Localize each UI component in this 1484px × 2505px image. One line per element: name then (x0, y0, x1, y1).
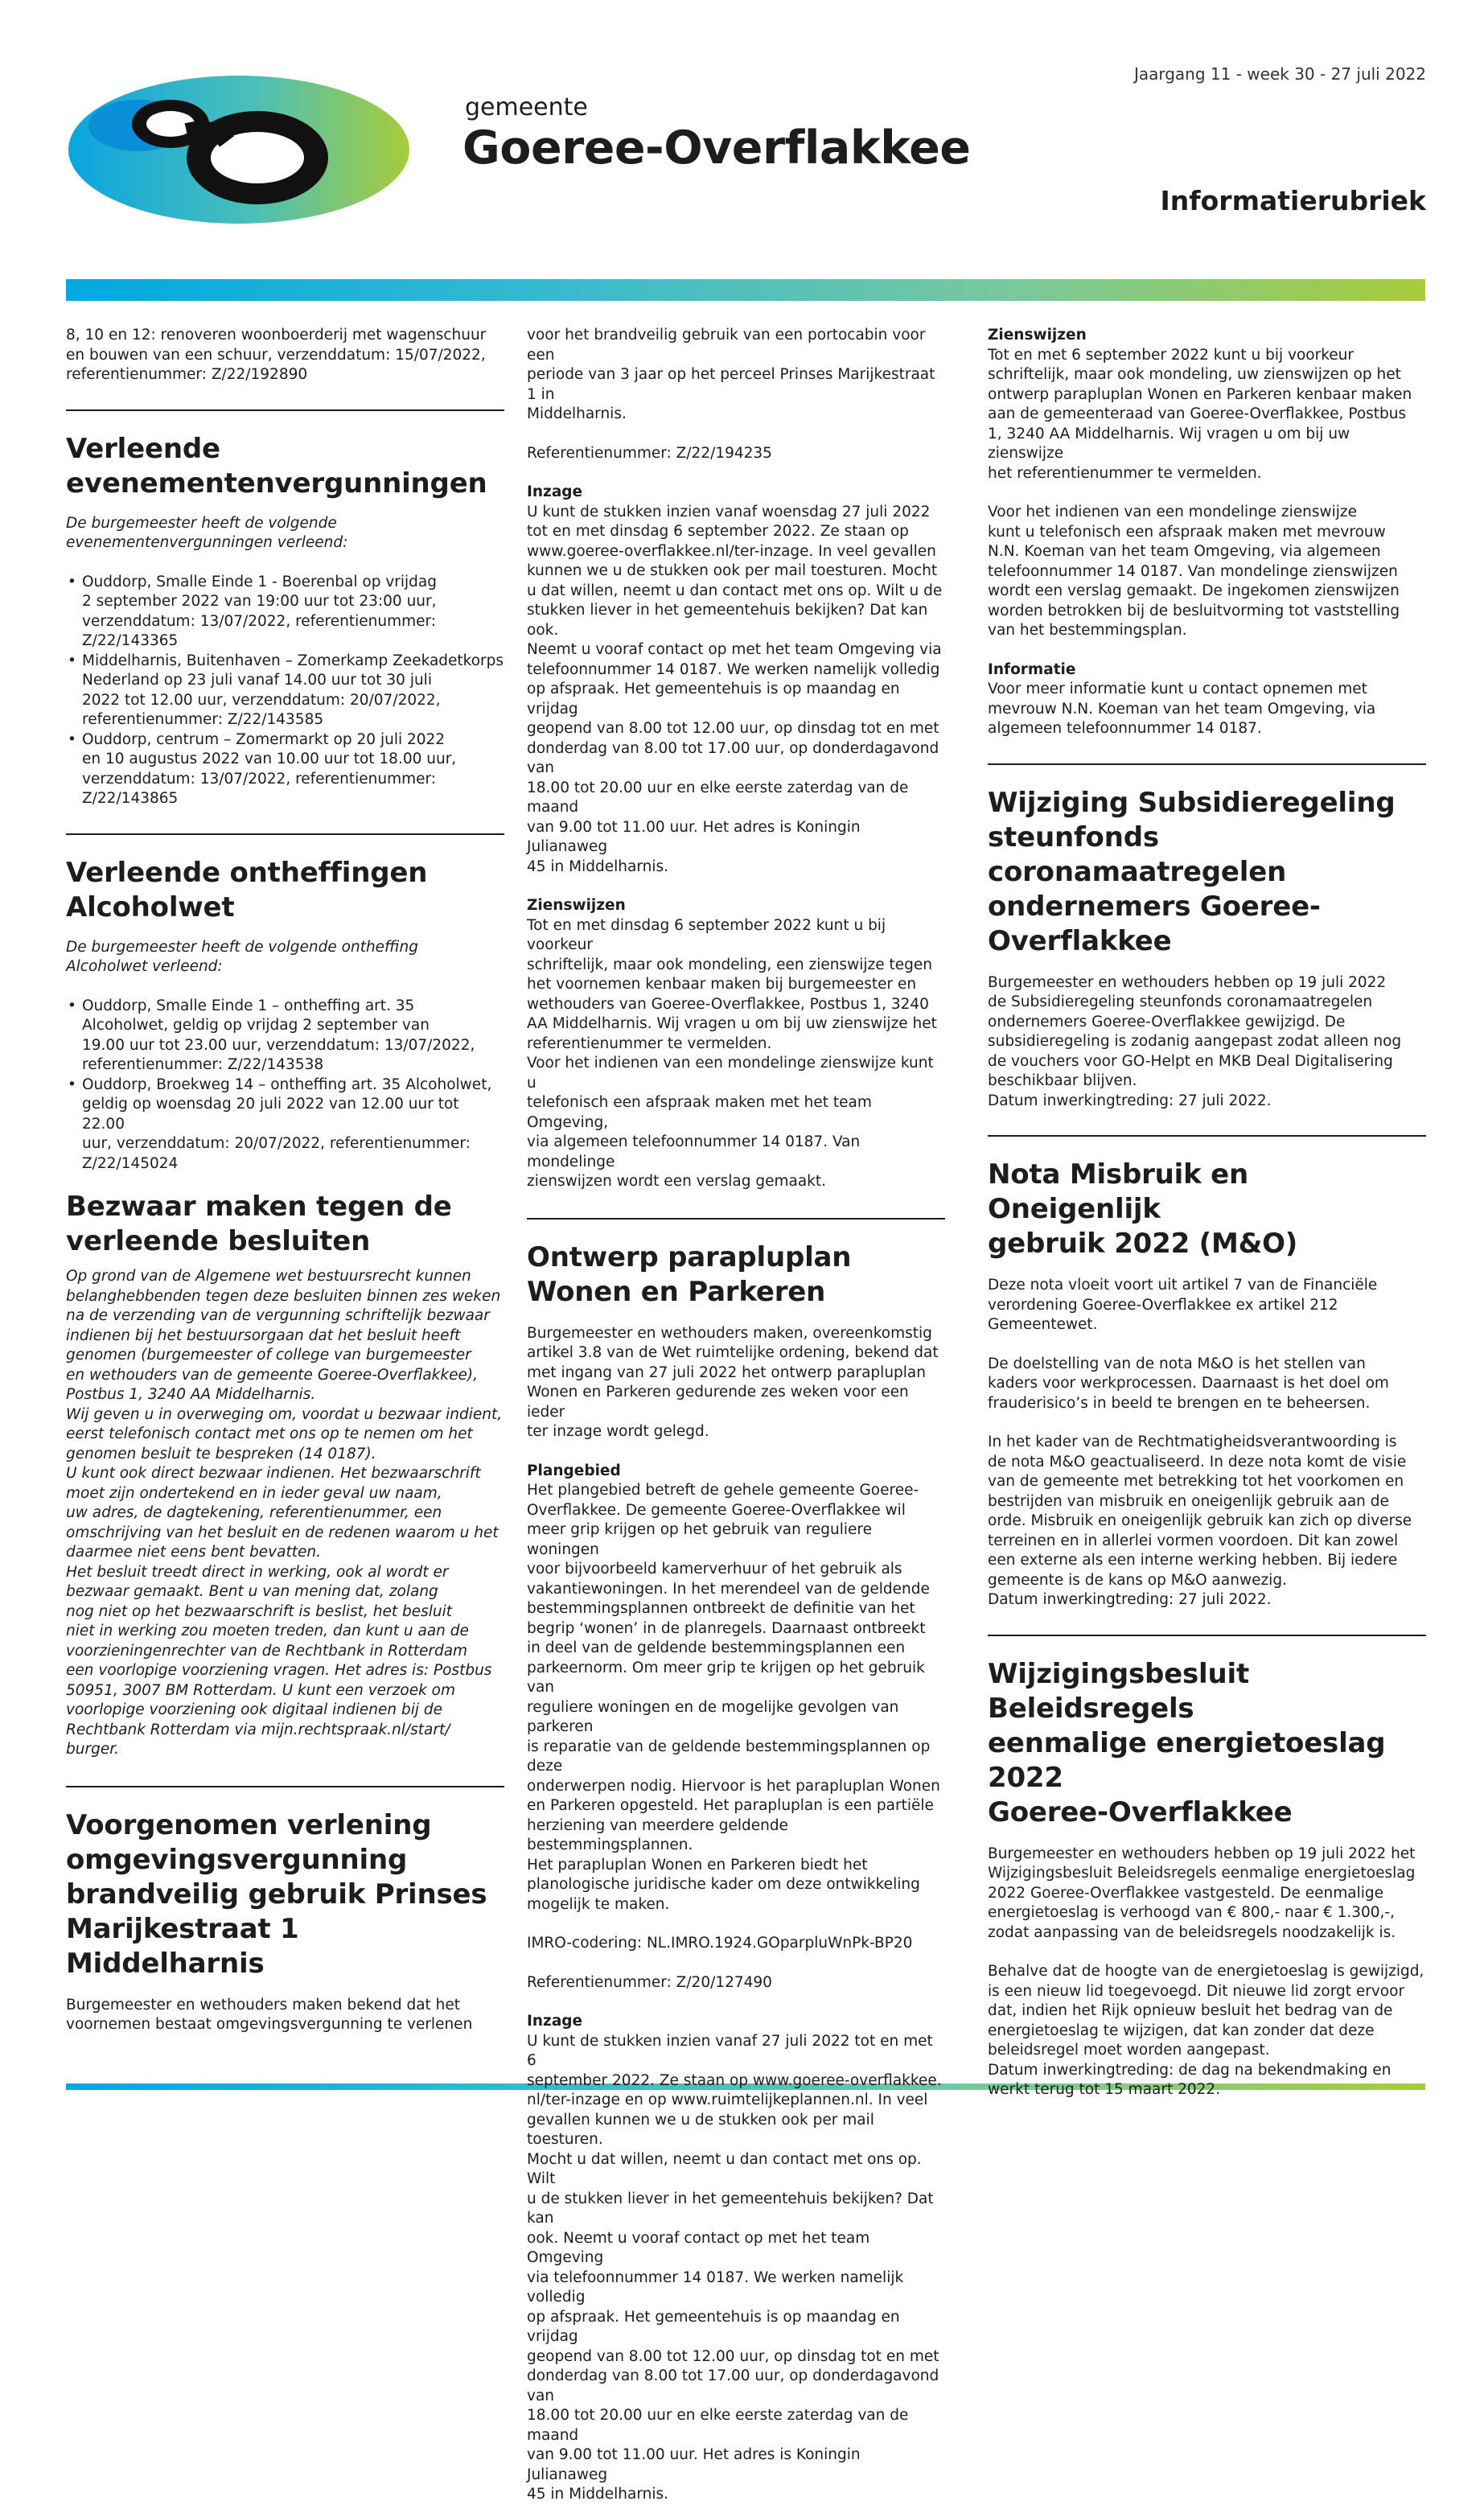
text-line: is een nieuw lid toegevoegd. Dit nieuwe lid zorgt ervoor (988, 1982, 1405, 2000)
reference-number: Referentienummer: Z/20/127490 (527, 1973, 772, 1991)
list-item: • Ouddorp, Smalle Einde 1 - Boerenbal op vrijdag 2 september 2022 van 19:00 uur tot 23:00 uur, verzenddatum: 13/07/2022, referentienummer: Z/22/143365 (82, 573, 504, 652)
section-title: eenmalige energietoeslag 2022 (988, 1726, 1386, 1794)
text-line: het voornemen kenbaar maken bij burgemeester en (527, 976, 917, 993)
text-line: van 9.00 tot 11.00 uur. Het adres is Koningin Julianaweg (527, 2446, 861, 2483)
text-line: terreinen en in allerlei vormen voordoen. Dit kan zowel (988, 1532, 1399, 1549)
nota-text (988, 1355, 1426, 1414)
text-line: kaders voor werkprocessen. Daarnaast is het doel om (988, 1375, 1389, 1392)
text-line: kunnen we u de stukken ook per mail toesturen. Mocht (527, 562, 938, 579)
text-line: een externe als een interne werking hebben. Bij iedere (988, 1552, 1398, 1569)
section-title: verleende besluiten (66, 1225, 371, 1257)
list-item: • Ouddorp, centrum – Zomermarkt op 20 juli 2022 en 10 augustus 2022 van 10.00 uur tot 18.00 uur, verzenddatum: 13/07/2022, referentienummer: Z/22/143865 (82, 730, 504, 809)
text-line: N.N. Koeman van het team Omgeving, via algemeen (988, 543, 1381, 560)
text-line: referentienummer: Z/22/192890 (66, 366, 308, 383)
text-line: in deel van de geldende bestemmingsplannen een (527, 1639, 906, 1656)
text-line: Burgemeester en wethouders hebben op 19 juli 2022 het (988, 1845, 1416, 1862)
section-title: Marijkestraat 1 Middelharnis (66, 1912, 299, 1980)
text-line: energietoeslag te wijzigen, dat kan zonder dat deze (988, 2022, 1375, 2039)
section-title: Nota Misbruik en Oneigenlijk (988, 1158, 1249, 1225)
text-line: telefoonnummer 14 0187. We werken namelijk volledig (527, 660, 940, 678)
text-line: onderwerpen nodig. Hiervoor is het parapluplan Wonen (527, 1777, 940, 1795)
text-line: moet zijn ondertekend en in ieder geval uw naam, (66, 1484, 442, 1502)
text-line: periode van 3 jaar op het perceel Prinses Marijkestraat 1 in (527, 366, 935, 403)
text-line: www.goeree-overflakkee.nl/ter-inzage. In veel gevallen (527, 542, 936, 560)
text-line: daarmee niet eens bent bevatten. (66, 1544, 321, 1561)
text-line: frauderisico’s in beeld te brengen en te beheersen. (988, 1394, 1371, 1412)
text-line: op afspraak. Het gemeentehuis is op maandag en vrijdag (527, 2308, 900, 2345)
text-line: Het besluit treedt direct in werking, ook al wordt er (66, 1563, 449, 1581)
text-line: beleidsregel moet worden aangepast. (988, 2042, 1270, 2059)
energie-text (988, 1962, 1426, 2100)
text-line: tot en met dinsdag 6 september 2022. Ze staan op (527, 523, 909, 540)
text-line: genomen besluit te bespreken (14 0187). (66, 1445, 376, 1462)
text-line: Overflakkee. De gemeente Goeree-Overflakkee wil (527, 1501, 906, 1519)
text-line: Burgemeester en wethouders hebben op 19 juli 2022 (988, 973, 1387, 991)
section-title: Bezwaar maken tegen de (66, 1191, 452, 1223)
bezwaar-body (66, 1267, 504, 1760)
text-line: zienswijzen wordt een verslag gemaakt. (527, 1173, 827, 1190)
text-line: stukken liever in het gemeentehuis bekijken? Dat kan ook. (527, 602, 928, 639)
text-line: via algemeen telefoonnummer 14 0187. Van mondelinge (527, 1133, 861, 1170)
text-line: mogelijk te maken. (527, 1895, 670, 1913)
section-title: Verleende (66, 432, 220, 465)
text-line: voor bijvoorbeeld kamerverhuur of het gebruik als (527, 1561, 902, 1577)
text-line: Postbus 1, 3240 AA Middelharnis. (66, 1386, 316, 1403)
text-line: u dat willen, neemt u dan contact met ons op. Wilt u de (527, 582, 943, 599)
section-title: gebruik 2022 (M&O) (988, 1228, 1298, 1260)
text-line: niet in werking zou moeten treden, dan kunt u aan de (66, 1623, 469, 1639)
header-gradient-bar (66, 279, 1425, 301)
text-line: de nota M&O geactualiseerd. In deze nota komt de visie (988, 1453, 1407, 1471)
text-line: burger. (66, 1741, 119, 1758)
energie-text (988, 1845, 1426, 1944)
text-line: mevrouw N.N. Koeman van het team Omgeving, via (988, 700, 1376, 718)
text-line: 8, 10 en 12: renoveren woonboerderij met wagenschuur (66, 327, 487, 343)
column-1 (66, 326, 504, 2035)
text-line: U kunt ook direct bezwaar indienen. Het bezwaarschrift (66, 1465, 481, 1482)
text-line: Mocht u dat willen, neemt u dan contact met ons op. Wilt (527, 2150, 922, 2187)
text-line: werkt terug tot 15 maart 2022. (988, 2081, 1221, 2098)
list-item: • Ouddorp, Smalle Einde 1 – ontheffing art. 35 Alcoholwet, geldig op vrijdag 2 september van 19.00 uur tot 23.00 uur, verzenddatum: 13/07/2022, referentienummer: Z/22/143538 (82, 997, 504, 1076)
text-line: ontwerp parapluplan Wonen en Parkeren kenbaar maken (988, 385, 1412, 403)
text-line: aan de gemeenteraad van Goeree-Overflakkee, Postbus (988, 405, 1407, 422)
text-line: ondernemers Goeree-Overflakkee gewijzigd. De (988, 1013, 1346, 1030)
text-line: artikel 3.8 van de Wet ruimtelijke ordening, bekend dat (527, 1344, 939, 1361)
text-line: donderdag van 8.00 tot 17.00 uur, op donderdagavond van (527, 2367, 939, 2404)
text-line: Deze nota vloeit voort uit artikel 7 van de Financiële (988, 1277, 1378, 1294)
text-line: dat, indien het Rijk opnieuw besluit het bedrag van de (988, 2002, 1393, 2019)
text-line: wordt een verslag gemaakt. De ingekomen zienswijzen (988, 582, 1400, 599)
section-title: Ontwerp parapluplan (527, 1240, 852, 1273)
section-title: brandveilig gebruik Prinses (66, 1878, 487, 1911)
inzage-text (527, 2032, 945, 2505)
text-line: parkeernorm. Om meer grip te krijgen op het gebruik van (527, 1659, 925, 1696)
section-title: Wijziging Subsidieregeling (988, 786, 1396, 819)
text-line: voorzieningenrechter van de Rechtbank in Rotterdam (66, 1642, 468, 1660)
plangebied-text (527, 1481, 945, 1915)
text-line: zodat aanpassing van de beleidsregels noodzakelijk is. (988, 1923, 1396, 1941)
text-line: van het bestemmingsplan. (988, 622, 1187, 639)
text-line: verordening Goeree-Overflakkee ex artikel 212 (988, 1296, 1338, 1314)
municipality-logo (66, 69, 420, 230)
text-line: voornemen bestaat omgevingsvergunning te verlenen (66, 2016, 473, 2033)
text-line: na de verzending van de vergunning schriftelijk bezwaar (66, 1307, 490, 1324)
informatie-text (988, 680, 1426, 739)
text-line: de vouchers voor GO-Helpt en MKB Deal Digitalisering (988, 1052, 1393, 1070)
text-line: Datum inwerkingtreding: 27 juli 2022. (988, 1591, 1272, 1608)
nota-text (988, 1276, 1426, 1335)
zienswijzen-text (527, 916, 945, 1192)
subsidie-text (988, 973, 1426, 1112)
text-line: indienen bij het bestuursorgaan dat het besluit heeft (66, 1327, 461, 1344)
section-title: Overflakkee (988, 924, 1172, 957)
section-ontheffingen (66, 856, 504, 1174)
text-line: het referentienummer te vermelden. (988, 464, 1262, 482)
text-line: via telefoonnummer 14 0187. We werken namelijk volledig (527, 2268, 904, 2306)
text-line: geopend van 8.00 tot 12.00 uur, op dinsdag tot en met (527, 720, 939, 737)
text-line: omschrijving van het besluit en de redenen waarom u het (66, 1524, 499, 1541)
intro-continuation (66, 326, 504, 385)
section-intro: Alcoholwet verleend: (66, 958, 223, 975)
section-label: Informatierubriek (1160, 185, 1426, 216)
section-verlenging (66, 1808, 504, 2035)
section-bezwaar (66, 1190, 504, 1760)
list-item: • Middelharnis, Buitenhaven – Zomerkamp Zeekadetkorps Nederland op 23 juli vanaf 14.00 uur tot 30 juli 2022 tot 12.00 uur, verzenddatum: 20/07/2022, referentienummer: Z/22/143585 (82, 652, 504, 730)
column-2 (527, 326, 945, 2505)
text-line: planologische juridische kader om deze ontwikkeling (527, 1876, 920, 1893)
text-line: Rechtbank Rotterdam via mijn.rechtspraak.nl/start/ (66, 1721, 450, 1738)
list-item: • Ouddorp, Broekweg 14 – ontheffing art. 35 Alcoholwet, geldig op woensdag 20 juli 2022 van 12.00 uur tot 22.00 uur, verzenddatum: 20/07/2022, referentienummer: Z/22/145024 (82, 1076, 504, 1174)
section-evenementen (66, 432, 504, 809)
text-line: energietoeslag is verhoogd van € 800,- naar € 1.300,-, (988, 1904, 1395, 1921)
text-line: 45 in Middelharnis. (527, 858, 669, 875)
text-line: met ingang van 27 juli 2022 het ontwerp parapluplan (527, 1364, 926, 1381)
issue-line: Jaargang 11 - week 30 - 27 juli 2022 (1133, 64, 1426, 84)
text-line: algemeen telefoonnummer 14 0187. (988, 720, 1262, 737)
text-line: Datum inwerkingtreding: 27 juli 2022. (988, 1092, 1272, 1109)
subheading-zienswijzen: Zienswijzen (527, 897, 626, 914)
reference-number: Referentienummer: Z/22/194235 (527, 444, 772, 462)
section-title: Wijzigingsbesluit Beleidsregels (988, 1657, 1250, 1725)
municipality-name: Goeree-Overflakkee (462, 121, 971, 175)
text-line: 50951, 3007 BM Rotterdam. U kunt een verzoek om (66, 1681, 456, 1699)
subheading-zienswijzen: Zienswijzen (988, 327, 1087, 343)
text-line: beschikbaar blijven. (988, 1072, 1137, 1089)
text-line: Burgemeester en wethouders maken, overeenkomstig (527, 1324, 932, 1342)
text-line: begrip ‘wonen’ in de planregels. Daarnaast ontbreekt (527, 1619, 926, 1637)
text-line: 18.00 tot 20.00 uur en elke eerste zaterdag van de maand (527, 2407, 909, 2444)
text-line: genomen (burgemeester of college van burgemeester (66, 1347, 471, 1364)
mondeling-text (988, 503, 1426, 641)
text-line: orde. Misbruik en oneigenlijk gebruik kan zich op diverse (988, 1512, 1412, 1529)
text-line: Voor het indienen van een mondelinge zienswijze kunt u (527, 1055, 934, 1092)
text-line: AA Middelharnis. Wij vragen u om bij uw zienswijze het (527, 1015, 937, 1032)
text-line: Burgemeester en wethouders maken bekend dat het (66, 1996, 461, 2013)
text-line: Datum inwerkingtreding: de dag na bekendmaking en (988, 2061, 1392, 2079)
text-line: een voorlopige voorziening vragen. Het adres is: Postbus (66, 1662, 492, 1679)
text-line: meer grip krijgen op het gebruik van reguliere woningen (527, 1521, 873, 1558)
section-title: Voorgenomen verlening (66, 1808, 432, 1841)
text-line: U kunt de stukken inzien vanaf 27 juli 2022 tot en met 6 (527, 2032, 933, 2069)
text-line: telefoonnummer 14 0187. Van mondelinge zienswijzen (988, 562, 1398, 580)
ontwerp-text (527, 1324, 945, 1442)
text-line: u de stukken liever in het gemeentehuis bekijken? Dat kan (527, 2190, 934, 2227)
text-line: de Subsidieregeling steunfonds coronamaatregelen (988, 993, 1373, 1010)
text-line: Tot en met dinsdag 6 september 2022 kunt u bij voorkeur (527, 916, 886, 953)
text-line: Behalve dat de hoogte van de energietoeslag is gewijzigd, (988, 1963, 1424, 1980)
text-line: herziening van meerdere geldende bestemmingsplannen. (527, 1816, 788, 1853)
section-title: evenementenvergunningen (66, 467, 487, 500)
text-line: 45 in Middelharnis. (527, 2486, 669, 2503)
text-line: eerst telefonisch contact met ons op te nemen om het (66, 1425, 473, 1442)
text-line: Wonen en Parkeren gedurende zes weken voor een ieder (527, 1384, 909, 1421)
section-intro: evenementenvergunningen verleend: (66, 534, 348, 551)
text-line: referentienummer te vermelden. (527, 1034, 772, 1052)
section-title: Alcoholwet (66, 891, 235, 923)
subheading-inzage: Inzage (527, 2013, 583, 2030)
text-line: 2022 Goeree-Overflakkee vastgesteld. De eenmalige (988, 1884, 1384, 1902)
text-line: gevallen kunnen we u de stukken ook per mail toesturen. (527, 2111, 874, 2148)
text-line: Voor het indienen van een mondelinge zienswijze (988, 504, 1357, 520)
text-line: Wijzigingsbesluit Beleidsregels eenmalige energietoeslag (988, 1865, 1416, 1882)
section-title: Goeree-Overflakkee (988, 1795, 1293, 1828)
text-line: U kunt de stukken inzien vanaf woensdag 27 juli 2022 (527, 503, 931, 520)
text-line: subsidieregeling is zodanig aangepast zodat alleen nog (988, 1033, 1402, 1050)
text-line: reguliere woningen en de mogelijke gevolgen van parkeren (527, 1698, 899, 1735)
text-line: vakantiewoningen. In het merendeel van de geldende (527, 1580, 930, 1598)
text-line: Gemeentewet. (988, 1316, 1098, 1333)
text-line: In het kader van de Rechtmatigheidsverantwoording is (988, 1433, 1397, 1450)
text-line: bestemmingsplannen ontbreekt de definitie van het (527, 1600, 915, 1617)
text-line: van de gemeente met betrekking tot het voorkomen en (988, 1473, 1404, 1490)
nota-text (988, 1433, 1426, 1610)
section-intro: De burgemeester heeft de volgende (66, 514, 337, 532)
text-line: en wethouders van de gemeente Goeree-Overflakkee), (66, 1366, 478, 1384)
text-line: schriftelijk, maar ook mondeling, uw zienswijzen op het (988, 366, 1401, 383)
text-line: en Parkeren opgesteld. Het parapluplan is een partiële (527, 1797, 934, 1814)
text-line: nog niet op het bezwaarschrift is beslist, het besluit (66, 1602, 453, 1620)
municipality-small: gemeente (465, 93, 588, 121)
continuation-text (527, 326, 945, 425)
text-line: ook. Neemt u vooraf contact op met het team Omgeving (527, 2229, 870, 2266)
section-title: omgevingsvergunning (66, 1843, 408, 1876)
text-line: bezwaar gemaakt. Bent u van mening dat, zolang (66, 1583, 438, 1600)
text-line: belanghebbenden tegen deze besluiten binnen zes weken (66, 1287, 501, 1305)
subheading-inzage: Inzage (527, 483, 583, 500)
subheading-informatie: Informatie (988, 660, 1076, 678)
text-line: op afspraak. Het gemeentehuis is op maandag en vrijdag (527, 681, 900, 718)
permit-list (66, 997, 504, 1174)
text-line: van 9.00 tot 11.00 uur. Het adres is Koningin Julianaweg (527, 818, 861, 855)
text-line: is reparatie van de geldende bestemmingsplannen op deze (527, 1738, 931, 1775)
text-line: Neemt u vooraf contact op met het team Omgeving via (527, 641, 942, 658)
text-line: Tot en met 6 september 2022 kunt u bij voorkeur (988, 346, 1354, 364)
text-line: Wij geven u in overweging om, voordat u bezwaar indient, (66, 1405, 503, 1423)
text-line: geopend van 8.00 tot 12.00 uur, op dinsdag tot en met (527, 2347, 939, 2365)
zienswijzen-text (988, 346, 1426, 484)
text-line: 1, 3240 AA Middelharnis. Wij vragen u om bij uw zienswijze (988, 425, 1350, 462)
text-line: Het parapluplan Wonen en Parkeren biedt het (527, 1856, 868, 1874)
permit-list (66, 573, 504, 809)
text-line: telefonisch een afspraak maken met het team Omgeving, (527, 1094, 872, 1131)
text-line: uw adres, de dagtekening, referentienummer, een (66, 1504, 442, 1521)
text-line: worden betrokken bij de besluitvorming tot vaststelling (988, 602, 1400, 619)
text-line: Voor meer informatie kunt u contact opnemen met (988, 681, 1367, 697)
text-line: nl/ter-inzage en op www.ruimtelijkeplannen.nl. In veel (527, 2092, 928, 2108)
inzage-text (527, 503, 945, 878)
text-line: 18.00 tot 20.00 uur en elke eerste zaterdag van de maand (527, 779, 909, 816)
text-line: kunt u telefonisch een afspraak maken met mevrouw (988, 523, 1386, 541)
text-line: voor het brandveilig gebruik van een portocabin voor een (527, 327, 926, 364)
imro-code: IMRO-codering: NL.IMRO.1924.GOparpluWnPk-BP20 (527, 1935, 913, 1952)
text-line: september 2022. Ze staan op www.goeree-overflakkee. (527, 2071, 942, 2089)
column-3 (988, 326, 1426, 2100)
section-title: Verleende ontheffingen (66, 856, 428, 889)
text-line: donderdag van 8.00 tot 17.00 uur, op donderdagavond van (527, 739, 939, 776)
section-title: ondernemers Goeree- (988, 890, 1321, 923)
text-line: gemeente is de kans op M&O aanwezig. (988, 1571, 1287, 1589)
text-line: ter inzage wordt gelegd. (527, 1423, 709, 1440)
text-line: Het plangebied betreft de gehele gemeente Goeree- (527, 1482, 919, 1499)
text-line: voorlopige voorziening ook digitaal indienen bij de (66, 1701, 442, 1718)
section-title: Wonen en Parkeren (527, 1275, 826, 1308)
section-intro: De burgemeester heeft de volgende ontheffing (66, 938, 419, 956)
text-line: bestrijden van misbruik en oneigenlijk gebruik aan de (988, 1492, 1389, 1510)
section-title: steunfonds coronamaatregelen (988, 821, 1287, 888)
text-line: De doelstelling van de nota M&O is het stellen van (988, 1355, 1366, 1372)
subheading-plangebied: Plangebied (527, 1462, 621, 1479)
text-line: wethouders van Goeree-Overflakkee, Postbus 1, 3240 (527, 995, 929, 1013)
text-line: schriftelijk, maar ook mondeling, een zienswijze tegen (527, 956, 932, 973)
text-line: Middelharnis. (527, 405, 627, 422)
text-line: en bouwen van een schuur, verzenddatum: 15/07/2022, (66, 346, 486, 364)
text-line: Op grond van de Algemene wet bestuursrecht kunnen (66, 1268, 471, 1285)
